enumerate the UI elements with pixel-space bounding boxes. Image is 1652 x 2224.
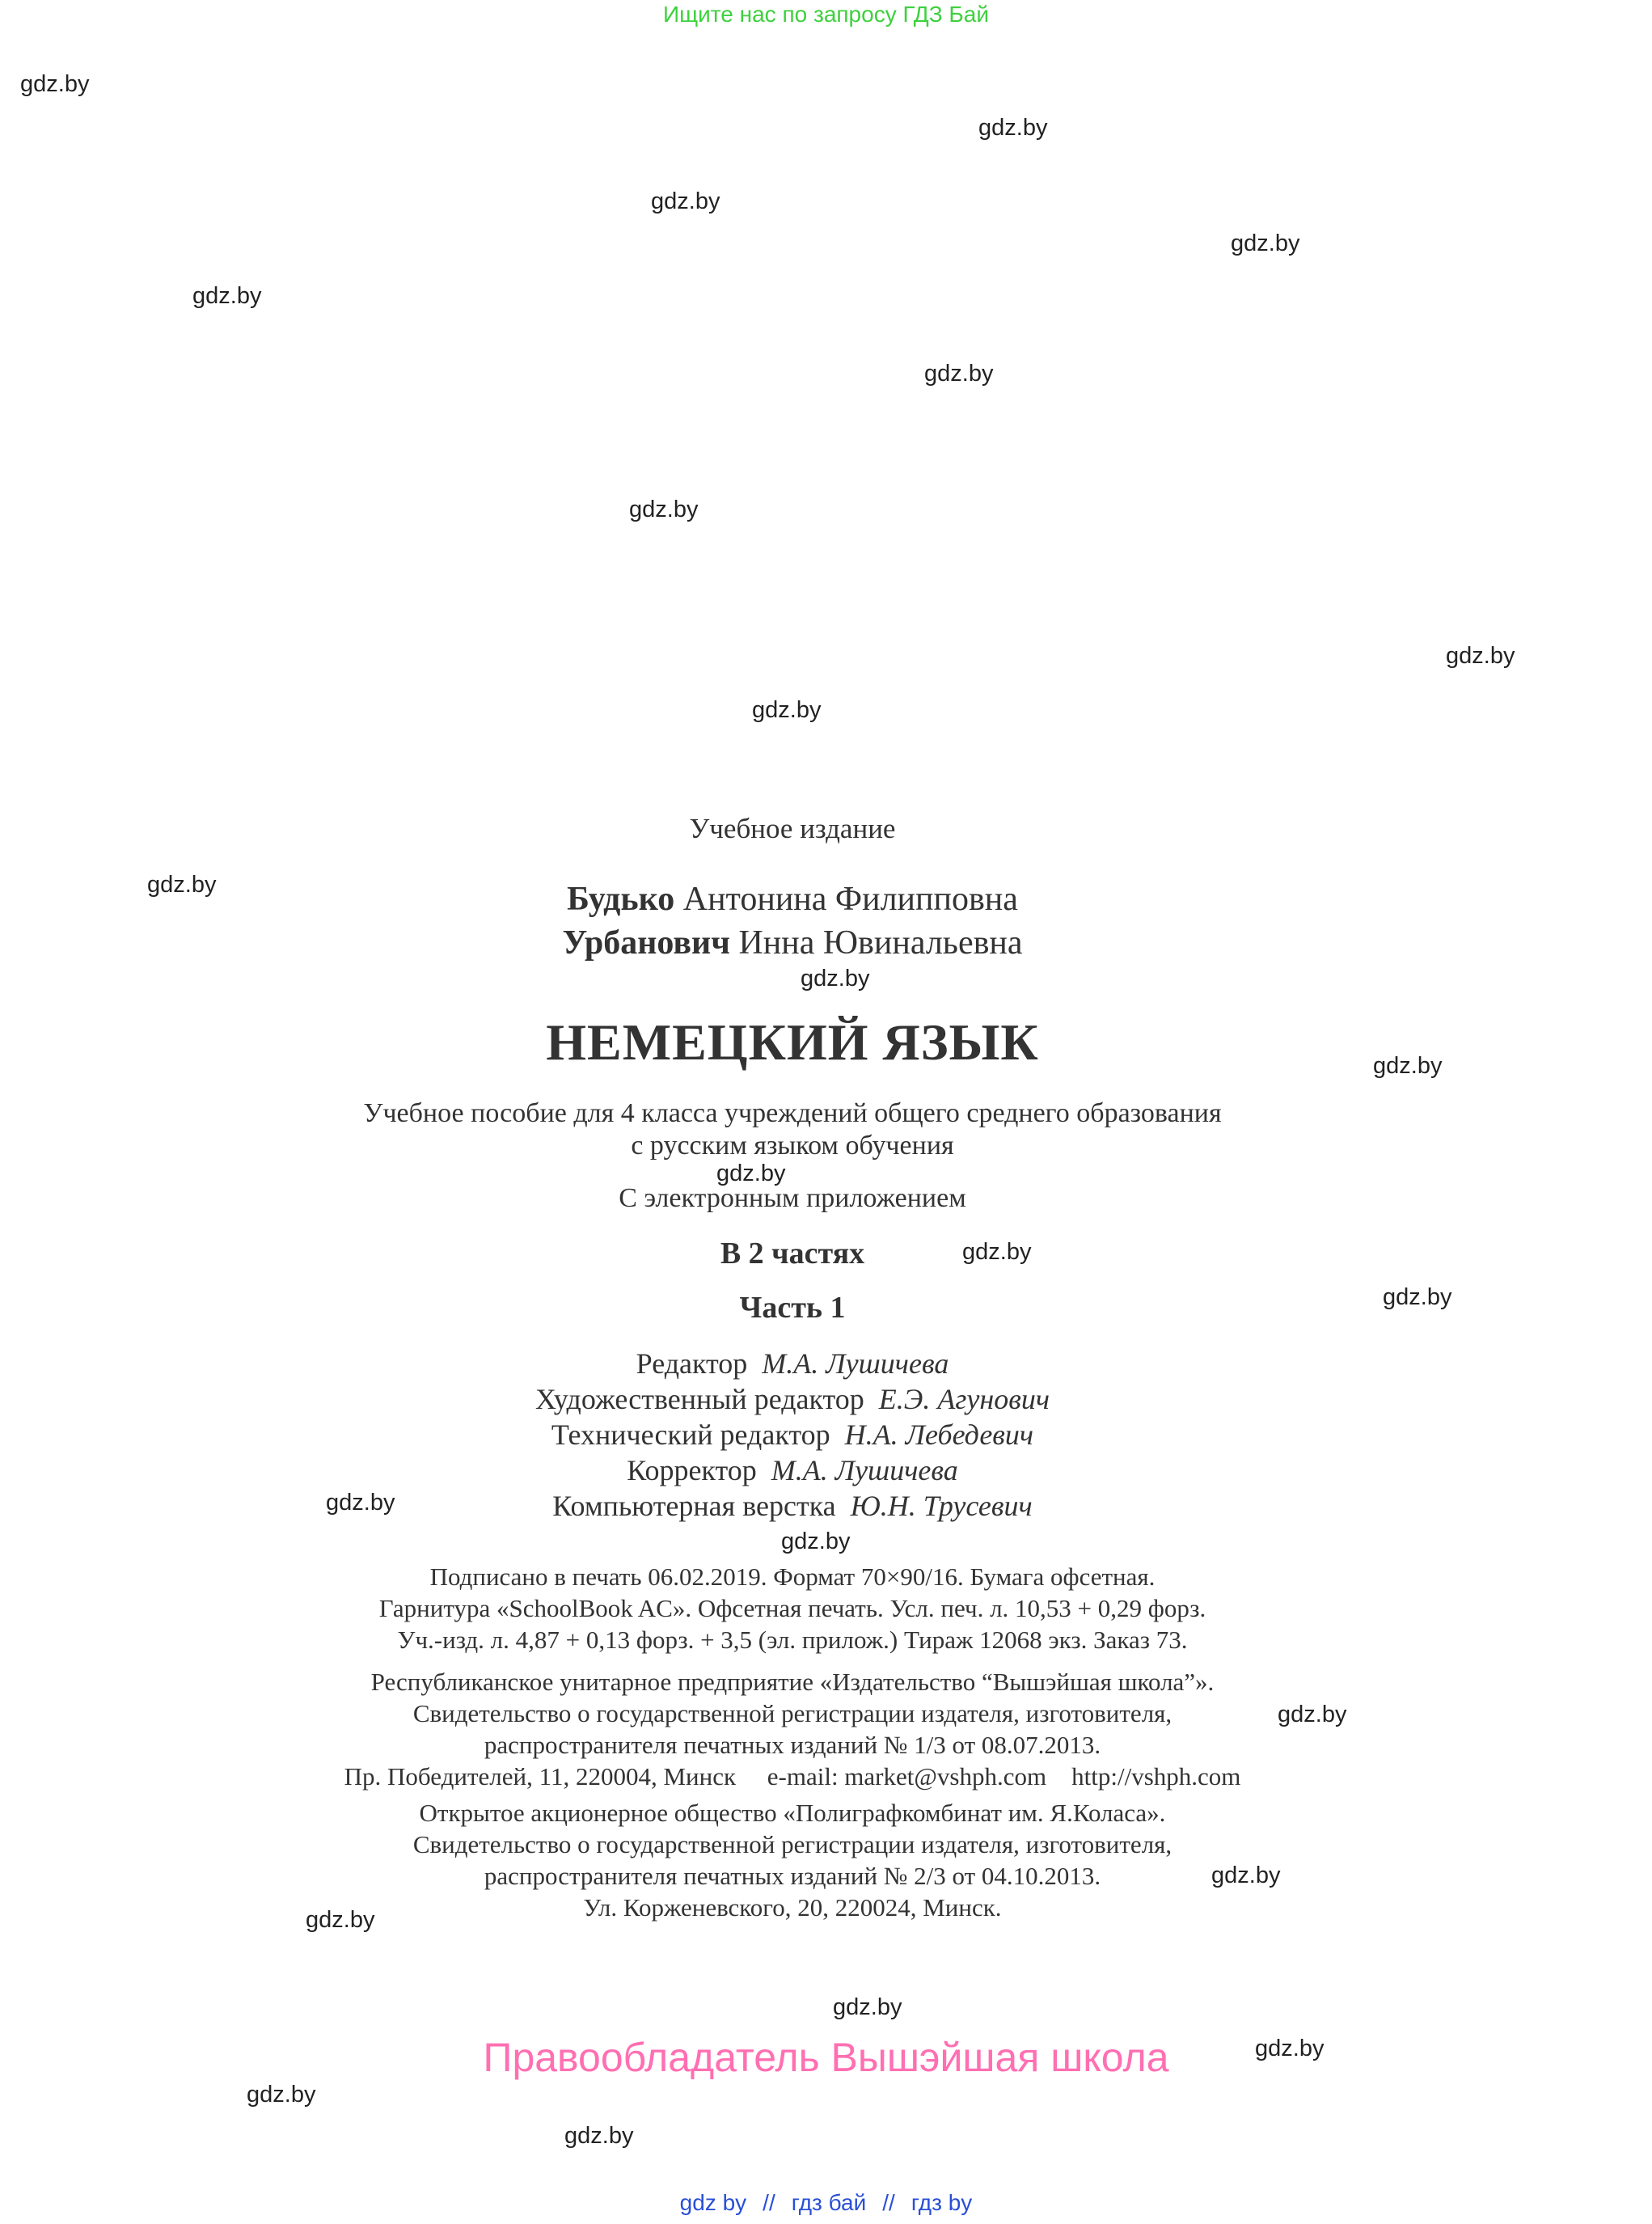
print-info-line: Уч.-изд. л. 4,87 + 0,13 форз. + 3,5 (эл. прилож.) Тираж 12068 экз. Заказ 73. bbox=[397, 1626, 1188, 1654]
watermark: gdz.by bbox=[962, 1239, 1032, 1265]
footer-separator: // bbox=[882, 2190, 895, 2215]
watermark: gdz.by bbox=[564, 2123, 634, 2149]
staff-row bbox=[0, 1452, 1585, 1488]
publisher-address: Пр. Победителей, 11, 220004, Минск bbox=[344, 1762, 737, 1791]
footer-link[interactable]: gdz by bbox=[679, 2190, 747, 2215]
watermark: gdz.by bbox=[1383, 1284, 1452, 1310]
staff-row bbox=[0, 1346, 1585, 1381]
staff-person: Н.А. Лебедевич bbox=[844, 1419, 1034, 1451]
edition-type: Учебное издание bbox=[689, 813, 896, 844]
staff-person: М.А. Лушичева bbox=[762, 1347, 949, 1380]
publisher-line: распространителя печатных изданий № 1/3 от 08.07.2013. bbox=[484, 1731, 1101, 1759]
watermark: gdz.by bbox=[833, 1994, 902, 2020]
subtitle-electronic: С электронным приложением bbox=[619, 1183, 966, 1213]
publisher-email: e-mail: market@vshph.com bbox=[767, 1762, 1047, 1791]
part-number: Часть 1 bbox=[739, 1291, 846, 1325]
author-name: Антонина Филипповна bbox=[682, 881, 1018, 918]
author-1 bbox=[0, 877, 1585, 921]
print-info bbox=[0, 1561, 1585, 1655]
footer-separator: // bbox=[763, 2190, 775, 2215]
watermark: gdz.by bbox=[781, 1528, 851, 1554]
watermark: gdz.by bbox=[192, 283, 262, 309]
footer-links bbox=[0, 2190, 1652, 2216]
watermark: gdz.by bbox=[1446, 643, 1515, 669]
publisher-info bbox=[0, 1666, 1585, 1792]
watermark: gdz.by bbox=[629, 497, 699, 522]
watermark: gdz.by bbox=[801, 966, 870, 991]
staff-list bbox=[0, 1346, 1585, 1524]
staff-role: Корректор bbox=[627, 1454, 757, 1486]
parts-count: В 2 частях bbox=[720, 1237, 865, 1271]
top-banner[interactable]: Ищите нас по запросу ГДЗ Бай bbox=[662, 2, 990, 27]
publisher-site: http://vshph.com bbox=[1071, 1762, 1241, 1791]
printer-line: Ул. Корженевского, 20, 220024, Минск. bbox=[583, 1893, 1002, 1922]
publisher-line: Свидетельство о государственной регистрации издателя, изготовителя, bbox=[412, 1699, 1172, 1727]
watermark: gdz.by bbox=[147, 872, 217, 898]
watermark: gdz.by bbox=[247, 2082, 316, 2108]
watermark: gdz.by bbox=[326, 1490, 395, 1516]
rights-holder: Правообладатель Вышэйшая школа bbox=[483, 2035, 1169, 2080]
watermark: gdz.by bbox=[1211, 1862, 1281, 1888]
staff-row bbox=[0, 1381, 1585, 1417]
watermark: gdz.by bbox=[20, 71, 90, 97]
watermark: gdz.by bbox=[716, 1161, 786, 1186]
authors bbox=[0, 877, 1585, 965]
author-2 bbox=[0, 921, 1585, 965]
author-surname: Урбанович bbox=[562, 924, 730, 962]
staff-row bbox=[0, 1417, 1585, 1452]
watermark: gdz.by bbox=[1373, 1053, 1443, 1079]
author-name: Инна Ювинальевна bbox=[738, 924, 1023, 962]
footer-link[interactable]: гдз by bbox=[911, 2190, 973, 2215]
staff-role: Редактор bbox=[636, 1347, 748, 1380]
staff-person: Ю.Н. Трусевич bbox=[850, 1490, 1033, 1522]
watermark: gdz.by bbox=[1255, 2036, 1325, 2061]
publisher-line: Республиканское унитарное предприятие «Издательство “Вышэйшая школа”». bbox=[370, 1668, 1215, 1696]
staff-person: Е.Э. Агунович bbox=[878, 1383, 1050, 1415]
watermark: gdz.by bbox=[651, 188, 720, 214]
watermark: gdz.by bbox=[306, 1907, 375, 1933]
staff-person: М.А. Лушичева bbox=[771, 1454, 958, 1486]
printer-line: Открытое акционерное общество «Полиграфкомбинат им. Я.Коласа». bbox=[419, 1799, 1166, 1827]
subtitle-line: с русским языком обучения bbox=[631, 1131, 954, 1161]
staff-role: Технический редактор bbox=[551, 1419, 830, 1451]
staff-role: Художественный редактор bbox=[534, 1383, 864, 1415]
staff-role: Компьютерная верстка bbox=[552, 1490, 836, 1522]
watermark: gdz.by bbox=[924, 361, 994, 387]
publisher-contacts bbox=[0, 1761, 1585, 1792]
author-surname: Будько bbox=[567, 881, 675, 918]
staff-row bbox=[0, 1488, 1585, 1524]
printer-line: распространителя печатных изданий № 2/3 от 04.10.2013. bbox=[484, 1862, 1101, 1890]
watermark: gdz.by bbox=[1278, 1702, 1347, 1727]
watermark: gdz.by bbox=[978, 115, 1048, 141]
printer-line: Свидетельство о государственной регистрации издателя, изготовителя, bbox=[412, 1830, 1172, 1858]
print-info-line: Подписано в печать 06.02.2019. Формат 70×90/16. Бумага офсетная. bbox=[429, 1562, 1156, 1591]
printer-info bbox=[0, 1797, 1585, 1923]
book-title: НЕМЕЦКИЙ ЯЗЫК bbox=[546, 1013, 1039, 1071]
subtitle-line: Учебное пособие для 4 класса учреждений общего среднего образования bbox=[363, 1098, 1222, 1128]
footer-link[interactable]: гдз бай bbox=[791, 2190, 867, 2215]
watermark: gdz.by bbox=[1231, 230, 1300, 256]
watermark: gdz.by bbox=[752, 697, 822, 723]
subtitle bbox=[0, 1097, 1585, 1162]
print-info-line: Гарнитура «SchoolBook AC». Офсетная печать. Усл. печ. л. 10,53 + 0,29 форз. bbox=[378, 1594, 1206, 1622]
